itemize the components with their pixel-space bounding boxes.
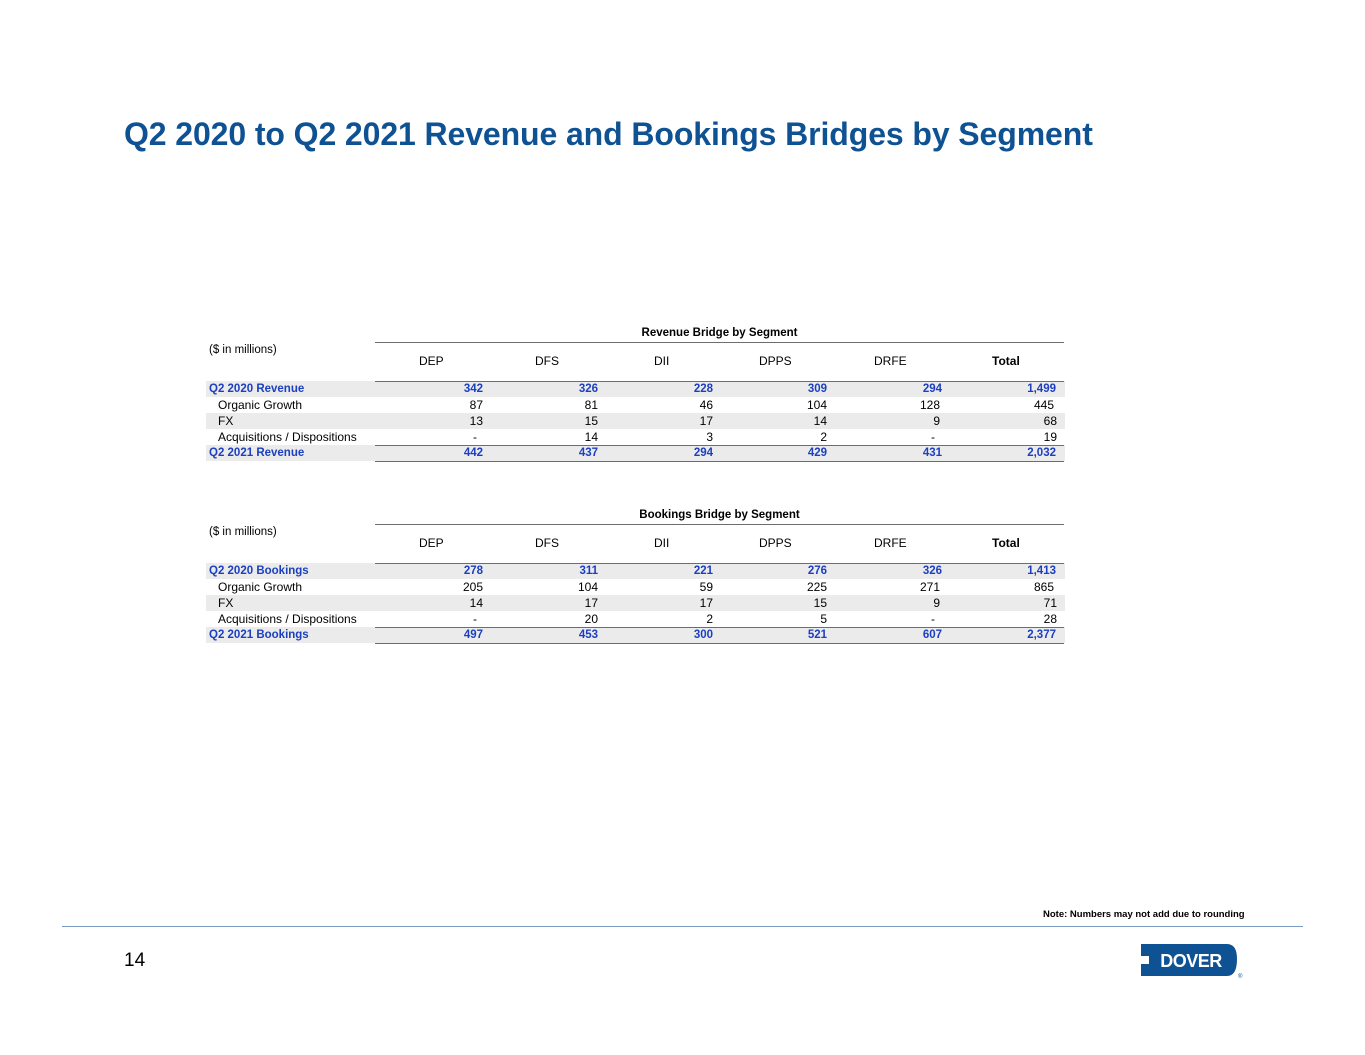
row-label: Q2 2020 Bookings bbox=[209, 565, 309, 577]
column-header-dfs: DFS bbox=[535, 536, 559, 550]
cell: 2,377 bbox=[1027, 629, 1056, 641]
cell: 205 bbox=[462, 580, 483, 594]
table-row bbox=[206, 611, 1065, 627]
column-header-dii: DII bbox=[654, 536, 670, 550]
column-header-total: Total bbox=[992, 354, 1020, 368]
cell: 2,032 bbox=[1027, 447, 1056, 459]
column-header-dpps: DPPS bbox=[759, 354, 792, 368]
cell: - bbox=[931, 612, 935, 626]
cell: 228 bbox=[693, 383, 713, 395]
cell: 225 bbox=[806, 580, 827, 594]
cell: 1,413 bbox=[1027, 565, 1056, 577]
cell: 9 bbox=[933, 596, 940, 610]
cell: 431 bbox=[922, 447, 942, 459]
row-label: Organic Growth bbox=[218, 580, 303, 594]
cell: 309 bbox=[807, 383, 827, 395]
cell: 294 bbox=[693, 447, 713, 459]
footer-divider bbox=[62, 926, 1303, 927]
row-label: Acquisitions / Dispositions bbox=[218, 430, 357, 444]
cell: 81 bbox=[584, 398, 598, 412]
table-row bbox=[206, 579, 1065, 595]
logo-text: DOVER bbox=[1160, 951, 1222, 971]
rounding-note: Note: Numbers may not add due to rounding bbox=[1043, 909, 1245, 920]
svg-text:®: ® bbox=[1238, 974, 1243, 980]
table-row bbox=[206, 563, 1065, 579]
units-label: ($ in millions) bbox=[209, 526, 277, 538]
cell: 221 bbox=[693, 565, 713, 577]
table-heading: Revenue Bridge by Segment bbox=[375, 327, 1064, 343]
column-header-dpps: DPPS bbox=[759, 536, 792, 550]
cell: 271 bbox=[919, 580, 940, 594]
cell: 9 bbox=[933, 414, 940, 428]
cell: - bbox=[473, 612, 477, 626]
row-label: FX bbox=[218, 596, 234, 610]
cell: 2 bbox=[820, 430, 827, 444]
column-header-total: Total bbox=[992, 536, 1020, 550]
cell: 326 bbox=[922, 565, 942, 577]
table-heading: Bookings Bridge by Segment bbox=[375, 509, 1064, 525]
cell: 276 bbox=[807, 565, 827, 577]
column-header-dii: DII bbox=[654, 354, 670, 368]
table-row bbox=[206, 429, 1065, 445]
page-number: 14 bbox=[124, 950, 146, 971]
cell: 13 bbox=[469, 414, 483, 428]
column-header-dep: DEP bbox=[419, 354, 444, 368]
cell: 17 bbox=[699, 414, 713, 428]
table-row bbox=[206, 445, 1065, 461]
table-row bbox=[206, 595, 1065, 611]
column-header-dep: DEP bbox=[419, 536, 444, 550]
cell: 104 bbox=[577, 580, 598, 594]
cell: 17 bbox=[699, 596, 713, 610]
cell: 59 bbox=[699, 580, 713, 594]
units-label: ($ in millions) bbox=[209, 344, 277, 356]
table-row bbox=[206, 627, 1065, 643]
cell: 497 bbox=[463, 629, 483, 641]
table-row bbox=[206, 381, 1065, 397]
cell: 17 bbox=[584, 596, 598, 610]
cell: 342 bbox=[463, 383, 483, 395]
cell: 2 bbox=[706, 612, 713, 626]
cell: 19 bbox=[1043, 430, 1057, 444]
column-header-drfe: DRFE bbox=[874, 536, 907, 550]
cell: 300 bbox=[693, 629, 713, 641]
cell: 15 bbox=[584, 414, 598, 428]
cell: 104 bbox=[806, 398, 827, 412]
cell: 14 bbox=[813, 414, 827, 428]
cell: 607 bbox=[922, 629, 942, 641]
table-body bbox=[206, 381, 1065, 461]
cell: 442 bbox=[463, 447, 483, 459]
row-label: Q2 2021 Bookings bbox=[209, 629, 309, 641]
cell: 3 bbox=[706, 430, 713, 444]
cell: 311 bbox=[579, 565, 598, 577]
table-row bbox=[206, 397, 1065, 413]
table-body bbox=[206, 563, 1065, 643]
cell: 15 bbox=[813, 596, 827, 610]
row-label: FX bbox=[218, 414, 234, 428]
cell: 14 bbox=[469, 596, 483, 610]
table-row bbox=[206, 413, 1065, 429]
cell: - bbox=[931, 430, 935, 444]
cell: 71 bbox=[1043, 596, 1057, 610]
cell: 521 bbox=[807, 629, 827, 641]
cell: 437 bbox=[578, 447, 598, 459]
cell: 453 bbox=[578, 629, 598, 641]
column-header-dfs: DFS bbox=[535, 354, 559, 368]
cell: 278 bbox=[463, 565, 483, 577]
cell: 87 bbox=[469, 398, 483, 412]
row-label: Q2 2020 Revenue bbox=[209, 383, 305, 395]
row-label: Organic Growth bbox=[218, 398, 303, 412]
cell: - bbox=[473, 430, 477, 444]
cell: 68 bbox=[1043, 414, 1057, 428]
row-label: Q2 2021 Revenue bbox=[209, 447, 305, 459]
cell: 20 bbox=[584, 612, 598, 626]
cell: 14 bbox=[584, 430, 598, 444]
cell: 46 bbox=[699, 398, 713, 412]
page-title: Q2 2020 to Q2 2021 Revenue and Bookings Bridges by Segment bbox=[124, 116, 1093, 152]
cell: 28 bbox=[1043, 612, 1057, 626]
cell: 865 bbox=[1033, 580, 1054, 594]
dover-logo bbox=[1139, 942, 1243, 980]
column-header-drfe: DRFE bbox=[874, 354, 907, 368]
cell: 445 bbox=[1033, 398, 1054, 412]
cell: 5 bbox=[820, 612, 827, 626]
cell: 326 bbox=[578, 383, 598, 395]
cell: 128 bbox=[919, 398, 940, 412]
row-label: Acquisitions / Dispositions bbox=[218, 612, 357, 626]
cell: 294 bbox=[922, 383, 942, 395]
cell: 1,499 bbox=[1027, 383, 1056, 395]
cell: 429 bbox=[807, 447, 827, 459]
